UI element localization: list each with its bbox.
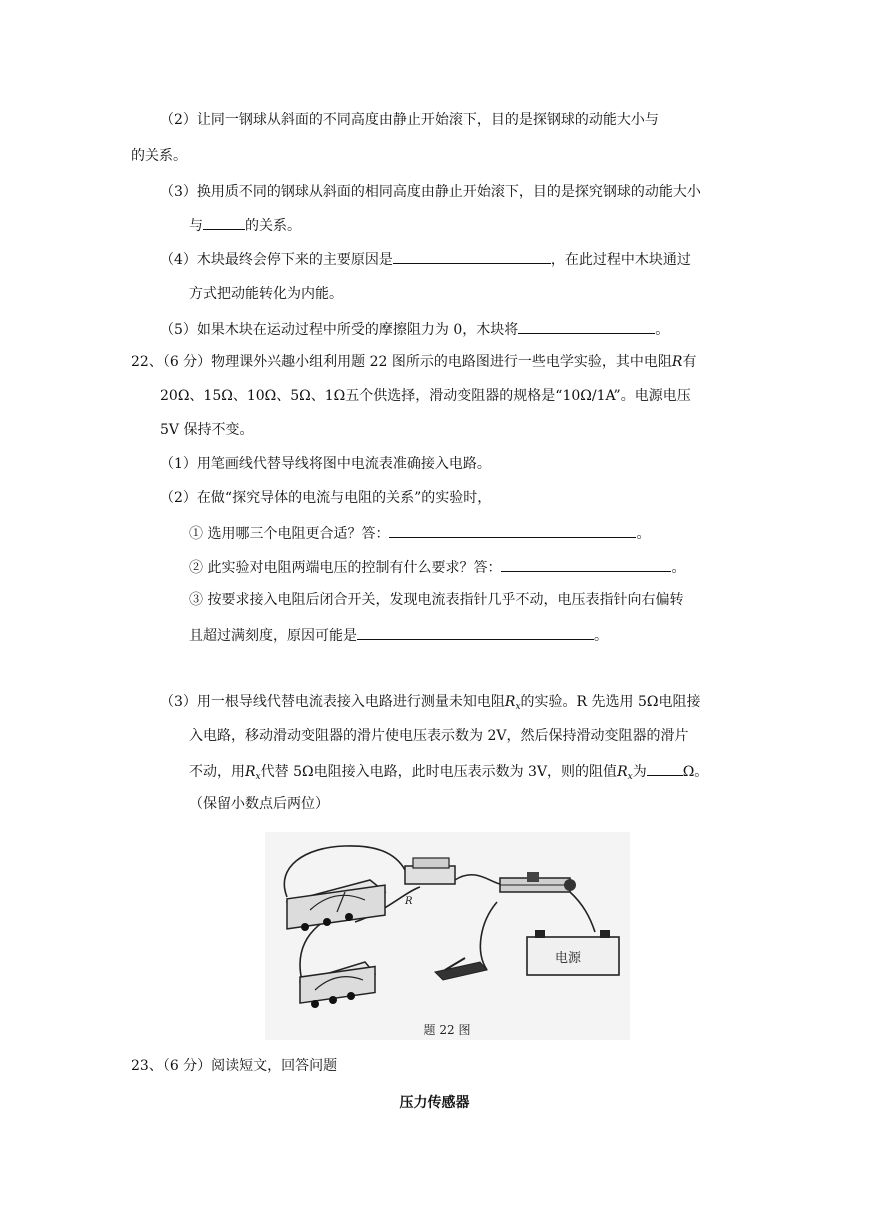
- q23-article-title: 压力传感器: [399, 1095, 470, 1111]
- q22-sub3-line4: （保留小数点后两位）: [189, 796, 329, 812]
- q22-sub1: （1）用笔画线代替导线将图中电流表准确接入电路。: [160, 456, 491, 472]
- q22-circle3-text: 且超过满刻度，原因可能是: [189, 628, 357, 644]
- q22-circle2-blank[interactable]: [501, 556, 671, 572]
- q22-circle1: [189, 522, 650, 544]
- q22-sub3-text-e: 为: [632, 764, 647, 780]
- q21-part4-text-a: （4）木块最终会停下来的主要原因是: [160, 252, 393, 268]
- q22-circle3-end: 。: [594, 628, 608, 644]
- q22-sub3-line2: 入电路，移动滑动变阻器的滑片使电压表示数为 2V，然后保持滑动变阻器的滑片: [189, 728, 689, 744]
- q21-part3-blank[interactable]: [203, 214, 245, 230]
- circuit-figure: [265, 832, 630, 1040]
- fig-caption: 题 22 图: [423, 1023, 471, 1037]
- circuit-figure-svg: [265, 832, 630, 1040]
- q22-sub3-rx-symbol-3: R: [617, 764, 628, 780]
- q22-head-line1: [131, 352, 696, 372]
- q22-sub3-rx-symbol-2: R: [245, 764, 256, 780]
- q22-circle3-line2: [189, 624, 608, 646]
- q21-part2-line1: （2）让同一钢球从斜面的不同高度由静止开始滚下，目的是探钢球的动能大小与: [160, 112, 659, 128]
- fig-source-label: 电源: [555, 951, 582, 966]
- q21-part4-blank[interactable]: [393, 248, 551, 264]
- q22-sub3-rx-subscript-3: x: [627, 772, 633, 782]
- q22-sub3-line1: [160, 692, 701, 717]
- q22-head-resistor-symbol: R: [671, 354, 683, 370]
- q22-circle1-blank[interactable]: [389, 522, 636, 538]
- q21-part3-text-b: 的关系。: [245, 218, 301, 234]
- q22-head-text-a: 22、（6 分）物理课外兴趣小组利用题 22 图所示的电路图进行一些电学实验，其中电阻: [131, 354, 672, 370]
- q21-part5-blank[interactable]: [518, 318, 655, 334]
- q21-part3-line1: （3）换用质不同的钢球从斜面的相同高度由静止开始滚下，目的是探究钢球的动能大小: [160, 184, 701, 200]
- q22-circle1-text: ① 选用哪三个电阻更合适？答：: [189, 526, 390, 542]
- q22-sub3-rx-subscript-2: x: [255, 772, 261, 782]
- fig-resistor-label: R: [405, 896, 413, 907]
- q21-part5-text-a: （5）如果木块在运动过程中所受的摩擦阻力为 0，木块将: [160, 322, 519, 338]
- q22-head-text-b: 有: [682, 354, 697, 370]
- q21-part5-line: [160, 318, 669, 340]
- q22-sub3-text-b: 的实验。R 先选用 5Ω电阻接: [520, 694, 701, 710]
- q22-sub3-text-c: 不动，用: [189, 764, 245, 780]
- q22-sub3-blank[interactable]: [647, 760, 683, 776]
- q22-circle1-end: 。: [636, 526, 651, 542]
- q22-head-line2: 20Ω、15Ω、10Ω、5Ω、1Ω五个供选择，滑动变阻器的规格是“10Ω/1A”。电源电压: [160, 388, 691, 404]
- q22-sub2: （2）在做“探究导体的电流与电阻的关系”的实验时，: [160, 490, 492, 506]
- q22-circle2-end: 。: [671, 560, 686, 576]
- q21-part2-line2: 的关系。: [131, 148, 187, 164]
- resistor-icon: [405, 858, 455, 884]
- q22-circle2-text: ② 此实验对电阻两端电压的控制有什么要求？答：: [189, 560, 502, 576]
- q22-sub3-rx-symbol: R: [504, 694, 516, 710]
- q22-head-line3: 5V 保持不变。: [160, 422, 254, 438]
- q22-circle3-blank[interactable]: [357, 624, 594, 640]
- q22-circle2: [189, 556, 685, 578]
- q21-part5-text-b: 。: [655, 322, 670, 338]
- q22-sub3-line3: [189, 760, 708, 787]
- q22-sub3-rx-subscript: x: [515, 702, 521, 712]
- q22-sub3-unit: Ω。: [682, 764, 709, 780]
- q22-sub3-text-a: （3）用一根导线代替电流表接入电路进行测量未知电阻: [160, 694, 505, 710]
- q22-circle3-line1: ③ 按要求接入电阻后闭合开关，发现电流表指针几乎不动，电压表指针向右偏转: [189, 592, 684, 608]
- q21-part4-line1: [160, 248, 691, 270]
- q21-part3-line2: [189, 214, 301, 236]
- q21-part3-text-a: 与: [189, 218, 203, 234]
- q21-part4-line2: 方式把动能转化为内能。: [189, 286, 343, 302]
- q22-sub3-text-d: 代替 5Ω电阻接入电路，此时电压表示数为 3V，则的阻值: [260, 764, 618, 780]
- q23-head: 23、（6 分）阅读短文，回答问题: [131, 1058, 338, 1074]
- q21-part4-text-b: ，在此过程中木块通过: [550, 252, 691, 268]
